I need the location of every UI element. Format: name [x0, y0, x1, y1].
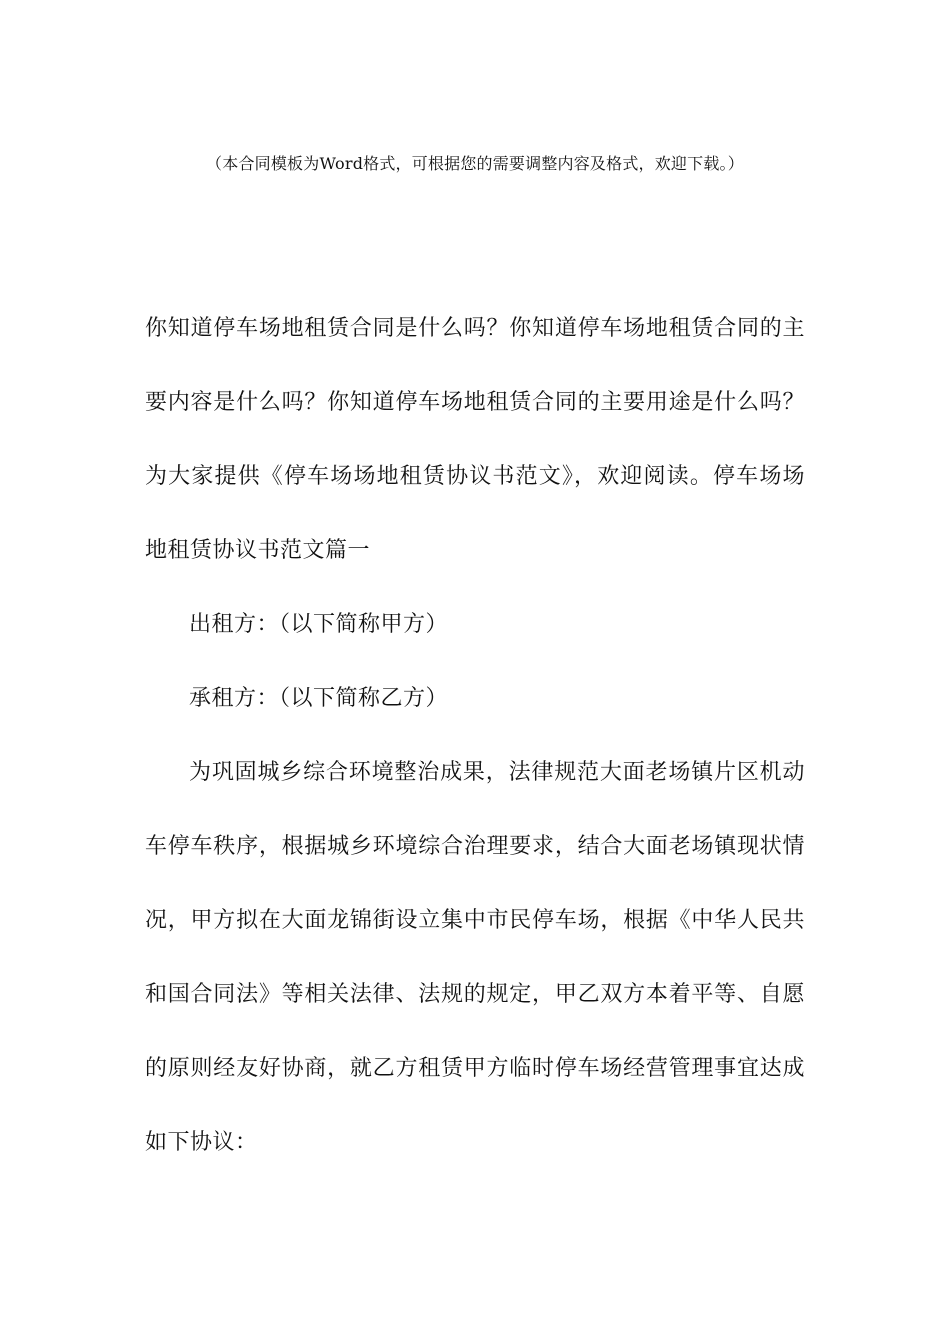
template-note: （本合同模板为Word格式，可根据您的需要调整内容及格式，欢迎下载。） [206, 154, 744, 173]
lessor-line: 出租方：（以下简称甲方） [189, 612, 449, 637]
document-body [145, 292, 805, 1180]
intro-paragraph: 你知道停车场地租赁合同是什么吗？你知道停车场地租赁合同的主要内容是什么吗？你知道停车场地租赁合同的主要用途是什么吗？为大家提供《停车场场地租赁协议书范文》，欢迎阅读。停车场场地租赁协议书范文篇一 [145, 316, 805, 563]
lessee-line: 承租方：（以下简称乙方） [189, 686, 449, 711]
preamble-paragraph: 为巩固城乡综合环境整治成果，法律规范大面老场镇片区机动车停车秩序，根据城乡环境综合治理要求，结合大面老场镇现状情况，甲方拟在大面龙锦街设立集中市民停车场，根据《中华人民共和国合同法》等相关法律、法规的规定，甲乙双方本着平等、自愿的原则经友好协商，就乙方租赁甲方临时停车场经营管理事宜达成如下协议： [145, 760, 805, 1155]
